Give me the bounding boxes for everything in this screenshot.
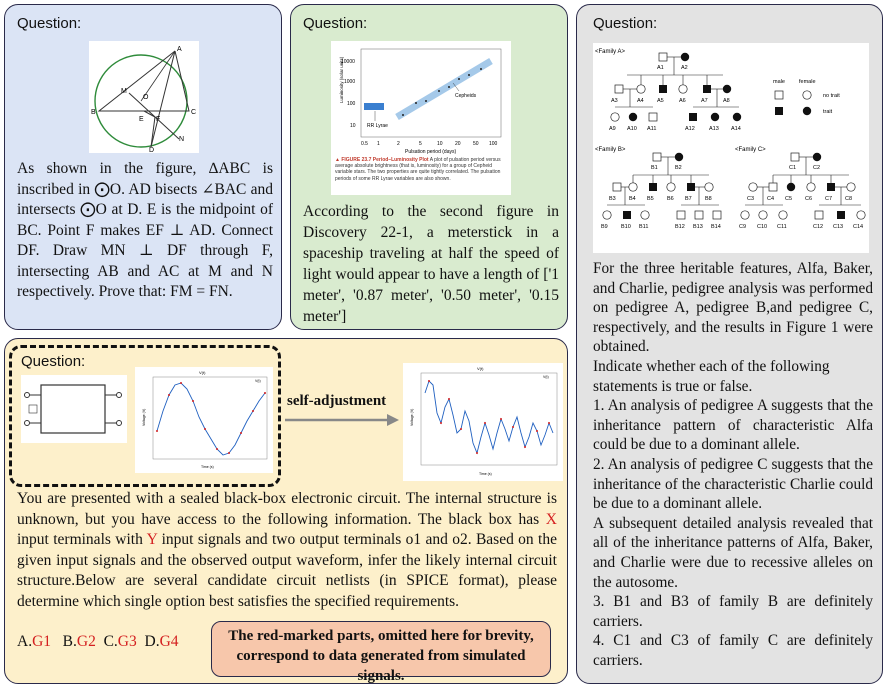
svg-text:C5: C5 xyxy=(785,196,793,202)
legend-trait: trait xyxy=(823,109,833,115)
statement-1: 1. An analysis of pedigree A suggests that the inheritance pattern of characteristic Alfa could be due to a dominant allele. xyxy=(593,397,873,454)
option-c: C.G3 xyxy=(103,633,137,650)
svg-text:A12: A12 xyxy=(685,126,695,132)
period-luminosity-figure xyxy=(331,41,511,195)
svg-text:C8: C8 xyxy=(845,196,853,202)
family-b-title: <Family B> xyxy=(595,147,626,153)
y-tick: 10 xyxy=(350,123,356,129)
caption-body: A plot of pulsation period versus average absolute brightness (that is, luminosity) for a group of Cepheid variable stars. The two properties are quite tightly correlated. The pulsation periods of some RR Lyrae variables are also shown. xyxy=(335,157,501,182)
svg-text:B13: B13 xyxy=(693,224,703,230)
svg-text:A11: A11 xyxy=(647,126,657,132)
astronomy-question-panel xyxy=(290,4,568,330)
plot-xlabel: Time (s) xyxy=(201,465,214,469)
geometry-question-text: As shown in the figure, ∆ABC is inscribed in ⨀O. AD bisects ∠BAC and intersects ⨀O at D. E is the midpoint of BC. Point F makes EF ⊥ AD. Connect DF. Draw MN ⊥ DF through F, intersecting AB and AC at M and N respectively. Prove that: FM = FN. xyxy=(17,160,273,300)
circuit-question-panel xyxy=(4,338,568,684)
figure-caption xyxy=(335,157,507,182)
svg-text:B8: B8 xyxy=(705,196,712,202)
svg-text:C14: C14 xyxy=(853,224,864,230)
x-axis-label: Pulsation period (days) xyxy=(405,149,457,155)
black-box-diagram xyxy=(21,375,127,443)
svg-text:C3: C3 xyxy=(747,196,755,202)
family-c-title: <Family C> xyxy=(735,147,766,153)
question-label: Question: xyxy=(21,353,86,370)
label-b: B xyxy=(91,109,96,116)
svg-text:A8: A8 xyxy=(723,98,730,104)
label-o: O xyxy=(143,94,149,101)
svg-text:C12: C12 xyxy=(813,224,824,230)
question-label: Question: xyxy=(17,15,82,32)
statement-3: 3. B1 and B3 of family B are definitely carriers. xyxy=(593,593,873,630)
label-f: F xyxy=(156,116,161,123)
instruction-text: Indicate whether each of the following statements is true or false. xyxy=(593,357,830,395)
text-part-2: input terminals with xyxy=(17,531,147,548)
svg-text:C6: C6 xyxy=(805,196,813,202)
x-tick: 1 xyxy=(377,141,380,147)
svg-text:C7: C7 xyxy=(825,196,833,202)
svg-text:A1: A1 xyxy=(657,65,664,71)
y-placeholder: Y xyxy=(146,531,158,548)
plot-title: V(t) xyxy=(477,366,484,371)
plot-title: V(t) xyxy=(199,370,206,375)
svg-text:C1: C1 xyxy=(789,165,797,171)
plot-ylabel: Voltage (V) xyxy=(142,408,146,426)
svg-text:A14: A14 xyxy=(731,126,741,132)
legend-female: female xyxy=(799,79,816,85)
svg-text:C10: C10 xyxy=(757,224,768,230)
svg-text:C4: C4 xyxy=(767,196,775,202)
svg-text:A10: A10 xyxy=(627,126,637,132)
svg-text:A13: A13 xyxy=(709,126,719,132)
arrow-right-icon xyxy=(283,413,401,427)
rr-lyrae-label: RR Lyrae xyxy=(367,123,388,129)
answer-options xyxy=(17,633,179,651)
svg-text:A7: A7 xyxy=(701,98,708,104)
x-tick: 10 xyxy=(437,141,443,147)
svg-text:B10: B10 xyxy=(621,224,631,230)
intro-text: For the three heritable features, Alfa, Baker, and Charlie, pedigree analysis was performed on pedigree A, pedigree B,and pedigree C, respectively, and the results in Figure 1 were obtained. xyxy=(593,260,873,356)
family-a-title: <Family A> xyxy=(595,49,626,55)
x-tick: 5 xyxy=(419,141,422,147)
legend-no-trait: no trait xyxy=(823,93,840,99)
self-adjustment-label: self-adjustment xyxy=(287,393,387,409)
plot-legend: V(t) xyxy=(255,379,261,383)
label-m: M xyxy=(121,88,127,95)
option-a: A.G1 xyxy=(17,633,52,650)
geometry-question-panel xyxy=(4,4,282,330)
label-d: D xyxy=(149,147,155,153)
y-axis-label: Luminosity (solar units) xyxy=(339,56,344,103)
svg-text:B6: B6 xyxy=(667,196,674,202)
caption-title: ▲ FIGURE 23.7 Period–Luminosity Plot xyxy=(335,157,429,163)
genetics-question-panel xyxy=(576,4,883,684)
y-tick: 10000 xyxy=(341,59,355,65)
svg-text:A2: A2 xyxy=(681,65,688,71)
svg-text:A6: A6 xyxy=(679,98,686,104)
svg-text:B11: B11 xyxy=(639,224,649,230)
x-tick: 20 xyxy=(455,141,461,147)
option-b: B.G2 xyxy=(62,633,96,650)
omission-note: The red-marked parts, omitted here for brevity, correspond to data generated from simulated signals. xyxy=(211,621,551,677)
question-label: Question: xyxy=(593,15,658,32)
output-waveform-plot xyxy=(403,363,563,481)
svg-text:C9: C9 xyxy=(739,224,747,230)
x-tick: 50 xyxy=(473,141,479,147)
svg-text:B2: B2 xyxy=(675,165,682,171)
svg-text:B5: B5 xyxy=(647,196,654,202)
x-tick: 0.5 xyxy=(361,141,368,147)
svg-text:B12: B12 xyxy=(675,224,685,230)
svg-text:B7: B7 xyxy=(685,196,692,202)
plot-ylabel: Voltage (V) xyxy=(410,408,414,426)
statement-2: 2. An analysis of pedigree C suggests that the inheritance of the characteristic Charlie could be due to a dominant allele. xyxy=(593,455,873,513)
question-label: Question: xyxy=(303,15,368,32)
analysis-text: A subsequent detailed analysis revealed that all of the inheritance patterns of Alfa, Baker, and Charlie were due to recessive alleles on the autosome. xyxy=(593,514,873,591)
legend-male: male xyxy=(773,79,785,85)
svg-text:A9: A9 xyxy=(609,126,616,132)
text-part-1: You are presented with a sealed black-box electronic circuit. The internal structure is unknown, but you have access to the following information. The black box has xyxy=(17,490,557,528)
cepheids-label: Cepheids xyxy=(455,93,477,99)
label-e: E xyxy=(139,116,144,123)
svg-text:C2: C2 xyxy=(813,165,821,171)
statement-4: 4. C1 and C3 of family C are definitely carriers. xyxy=(593,632,873,669)
circuit-question-text xyxy=(17,489,557,612)
plot-legend: V(t) xyxy=(543,375,549,379)
geometry-figure xyxy=(89,41,199,153)
svg-text:A5: A5 xyxy=(657,98,664,104)
option-d: D.G4 xyxy=(144,633,179,650)
label-a: A xyxy=(177,46,182,53)
input-waveform-plot xyxy=(135,367,273,473)
x-tick: 100 xyxy=(489,141,498,147)
svg-text:C13: C13 xyxy=(833,224,844,230)
label-n: N xyxy=(179,136,185,143)
svg-text:C11: C11 xyxy=(777,224,787,230)
plot-xlabel: Time (s) xyxy=(479,472,492,476)
svg-text:B1: B1 xyxy=(651,165,658,171)
svg-text:A3: A3 xyxy=(611,98,618,104)
svg-text:A4: A4 xyxy=(637,98,644,104)
svg-text:B9: B9 xyxy=(601,224,608,230)
x-placeholder: X xyxy=(545,510,557,528)
y-tick: 1000 xyxy=(344,79,356,85)
svg-text:B4: B4 xyxy=(629,196,636,202)
svg-text:B3: B3 xyxy=(609,196,616,202)
pedigree-figure xyxy=(593,43,869,253)
x-tick: 2 xyxy=(397,141,400,147)
astronomy-question-text: According to the second figure in Discovery 22-1, a meterstick in a spaceship traveling at half the speed of light would appear to have a length of ['1 meter', '0.87 meter', '0.50 meter', '0.15 meter'] xyxy=(303,203,559,325)
label-c: C xyxy=(191,109,197,116)
genetics-question-text xyxy=(593,259,873,670)
text-part-3: input signals and two output terminals o1 and o2. Based on the given input signals and the observed output waveform, infer the likely internal circuit structure.Below are several candidate circuit netlists (in SPICE format), please determine which single option best satisfies the specified requirements. xyxy=(17,531,557,610)
y-tick: 100 xyxy=(347,101,356,107)
svg-text:B14: B14 xyxy=(711,224,721,230)
